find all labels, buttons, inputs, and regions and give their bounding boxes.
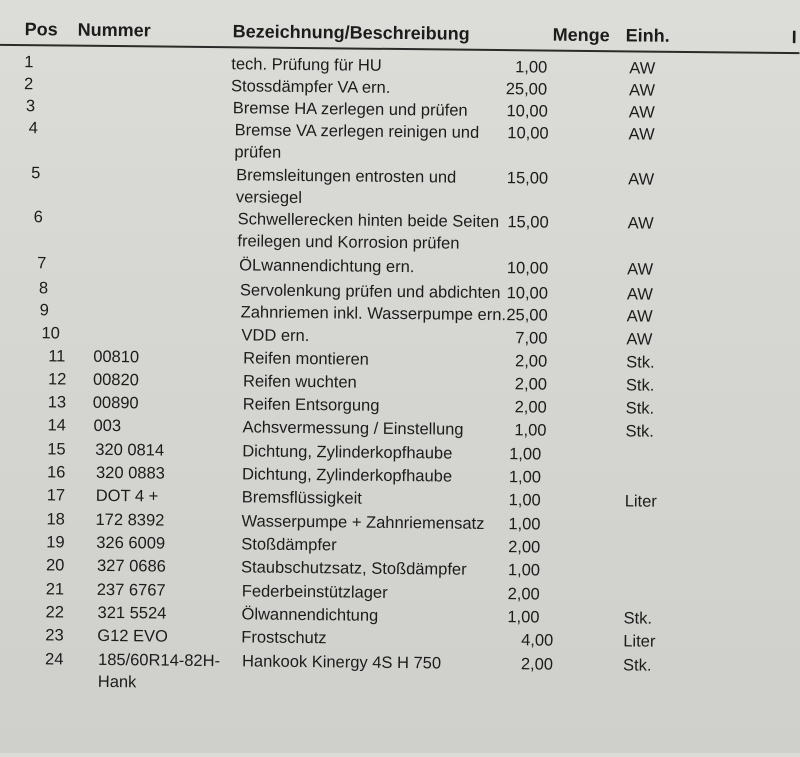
row-pos: 6 [33, 208, 43, 227]
row-quantity: 10,00 [506, 102, 548, 121]
row-unit [625, 467, 685, 468]
row-pos: 13 [47, 393, 67, 412]
row-unit: Stk. [623, 609, 653, 628]
row-nummer: 00820 [92, 370, 139, 390]
row-pos: 12 [47, 370, 67, 389]
row-unit: Stk. [622, 656, 652, 675]
row-nummer: G12 EVO [97, 626, 169, 646]
row-description: Stossdämpfer VA ern. [230, 77, 391, 97]
row-quantity: 2,00 [507, 585, 540, 604]
row-pos: 17 [46, 486, 66, 505]
row-quantity: 25,00 [506, 306, 548, 325]
row-quantity: 25,00 [505, 80, 548, 99]
row-quantity: 10,00 [507, 124, 549, 143]
row-pos: 24 [44, 650, 64, 669]
row-unit: AW [628, 125, 655, 144]
row-description: Dichtung, Zylinderkopfhaube [241, 465, 453, 486]
row-quantity: 2,00 [514, 398, 547, 417]
row-description: Reifen montieren [243, 349, 369, 369]
row-nummer: 237 6767 [96, 580, 166, 600]
row-description: Bremse VA zerlegen reinigen und prüfen [234, 121, 480, 162]
row-nummer [93, 323, 233, 324]
header-bezeichnung: Bezeichnung/Beschreibung [232, 21, 470, 44]
row-unit: Stk. [625, 422, 655, 441]
row-pos: 10 [41, 324, 60, 343]
row-nummer [95, 74, 235, 75]
row-unit [624, 560, 684, 561]
row-pos: 19 [46, 533, 65, 552]
row-pos: 8 [38, 279, 49, 298]
row-quantity: 2,00 [514, 375, 548, 394]
row-description: Servolenkung prüfen und abdichten [239, 281, 501, 303]
header-nummer: Nummer [77, 19, 151, 41]
row-quantity: 15,00 [506, 169, 549, 188]
row-quantity: 15,00 [507, 213, 549, 232]
row-description: Zahnriemen inkl. Wasserpumpe ern. [240, 303, 507, 325]
row-unit [624, 584, 684, 585]
row-quantity: 10,00 [506, 284, 549, 303]
row-description: Reifen wuchten [242, 372, 357, 392]
row-nummer: 321 5524 [97, 603, 167, 623]
row-quantity: 1,00 [508, 468, 542, 487]
row-quantity: 10,00 [506, 259, 549, 278]
row-description: Achsvermessung / Einstellung [242, 418, 464, 439]
row-quantity: 1,00 [507, 561, 541, 580]
row-quantity: 2,00 [520, 655, 554, 674]
row-unit: AW [628, 103, 655, 122]
row-description: Federbeinstützlager [241, 582, 388, 602]
row-description: tech. Prüfung für HU [231, 55, 382, 75]
row-quantity: 1,00 [507, 608, 540, 627]
row-pos: 5 [31, 164, 41, 183]
row-nummer: 00810 [93, 347, 140, 367]
row-pos: 9 [39, 301, 50, 320]
row-nummer [93, 253, 233, 254]
row-unit: AW [629, 59, 656, 78]
row-unit: AW [628, 170, 655, 189]
row-quantity: 2,00 [515, 352, 548, 371]
row-description: ÖLwannendichtung ern. [239, 256, 415, 277]
row-pos: 4 [28, 119, 38, 138]
row-quantity: 4,00 [521, 631, 554, 650]
row-description: Bremse HA zerlegen und prüfen [232, 99, 468, 120]
row-pos: 15 [47, 440, 66, 459]
row-quantity: 1,00 [514, 421, 547, 440]
row-unit [625, 444, 685, 445]
row-quantity: 1,00 [509, 445, 542, 464]
row-description: Bremsflüssigkeit [241, 488, 362, 508]
row-nummer [94, 207, 234, 208]
row-nummer: DOT 4 + [95, 486, 159, 506]
row-description: Schwellerecken hinten beide Seiten freilegen und Korrosion prüfen [237, 210, 500, 253]
row-description: Dichtung, Zylinderkopfhaube [242, 442, 453, 463]
row-unit: AW [628, 81, 656, 100]
row-unit [624, 537, 684, 538]
row-nummer: 172 8392 [95, 510, 165, 530]
row-pos: 21 [45, 580, 65, 599]
row-pos: 22 [45, 603, 65, 622]
row-pos: 7 [37, 254, 47, 273]
row-nummer: 185/60R14-82H-Hank [97, 650, 221, 692]
row-pos: 18 [46, 510, 65, 529]
row-nummer: 320 0883 [95, 463, 165, 483]
row-unit: AW [627, 214, 654, 233]
row-unit: Stk. [626, 353, 655, 372]
header-edge-mark: I [791, 27, 797, 48]
row-pos: 3 [25, 97, 36, 116]
row-pos: 23 [45, 626, 64, 645]
row-unit: AW [626, 307, 653, 326]
row-unit: Stk. [625, 376, 655, 395]
row-description: Hankook Kinergy 4S H 750 [241, 652, 442, 673]
row-pos: 20 [45, 556, 65, 575]
row-unit: Stk. [625, 399, 655, 418]
header-einheit: Einh. [625, 25, 670, 46]
row-pos: 2 [24, 75, 34, 94]
row-nummer [93, 278, 233, 279]
row-nummer: 320 0814 [95, 440, 165, 460]
row-unit: Liter [624, 492, 657, 511]
table-header [0, 14, 800, 54]
row-nummer: 00890 [92, 393, 139, 413]
row-description: VDD ern. [241, 326, 310, 346]
row-unit: AW [626, 330, 653, 349]
row-quantity: 7,00 [515, 329, 548, 348]
row-pos: 11 [48, 347, 66, 366]
row-quantity: 1,00 [508, 491, 541, 510]
row-nummer [95, 52, 235, 53]
row-description: Staubschutzsatz, Stoßdämpfer [240, 558, 467, 579]
row-pos: 16 [46, 463, 66, 482]
row-description: Bremsleitungen entrosten und versiegel [235, 166, 457, 207]
row-nummer: 326 6009 [96, 533, 166, 553]
row-quantity: 1,00 [508, 515, 541, 534]
row-nummer: 327 0686 [96, 556, 166, 576]
row-unit [625, 514, 685, 515]
row-pos: 14 [47, 416, 66, 435]
row-nummer [94, 163, 234, 164]
row-nummer: 003 [93, 416, 122, 436]
row-unit: AW [627, 260, 654, 279]
row-description: Ölwannendichtung [241, 605, 379, 625]
row-unit: AW [626, 285, 653, 304]
row-quantity: 1,00 [515, 58, 548, 77]
header-menge: Menge [552, 24, 610, 46]
row-description: Frostschutz [241, 628, 327, 648]
header-pos: Pos [24, 19, 58, 40]
row-nummer [95, 96, 235, 97]
row-nummer [95, 118, 235, 119]
row-nummer [93, 300, 233, 301]
row-description: Reifen Entsorgung [242, 395, 380, 415]
row-quantity: 2,00 [508, 538, 541, 557]
row-description: Wasserpumpe + Zahnriemensatz [241, 512, 485, 533]
row-unit: Liter [623, 632, 656, 651]
row-description: Stoßdämpfer [241, 535, 337, 555]
row-pos: 1 [24, 53, 34, 72]
